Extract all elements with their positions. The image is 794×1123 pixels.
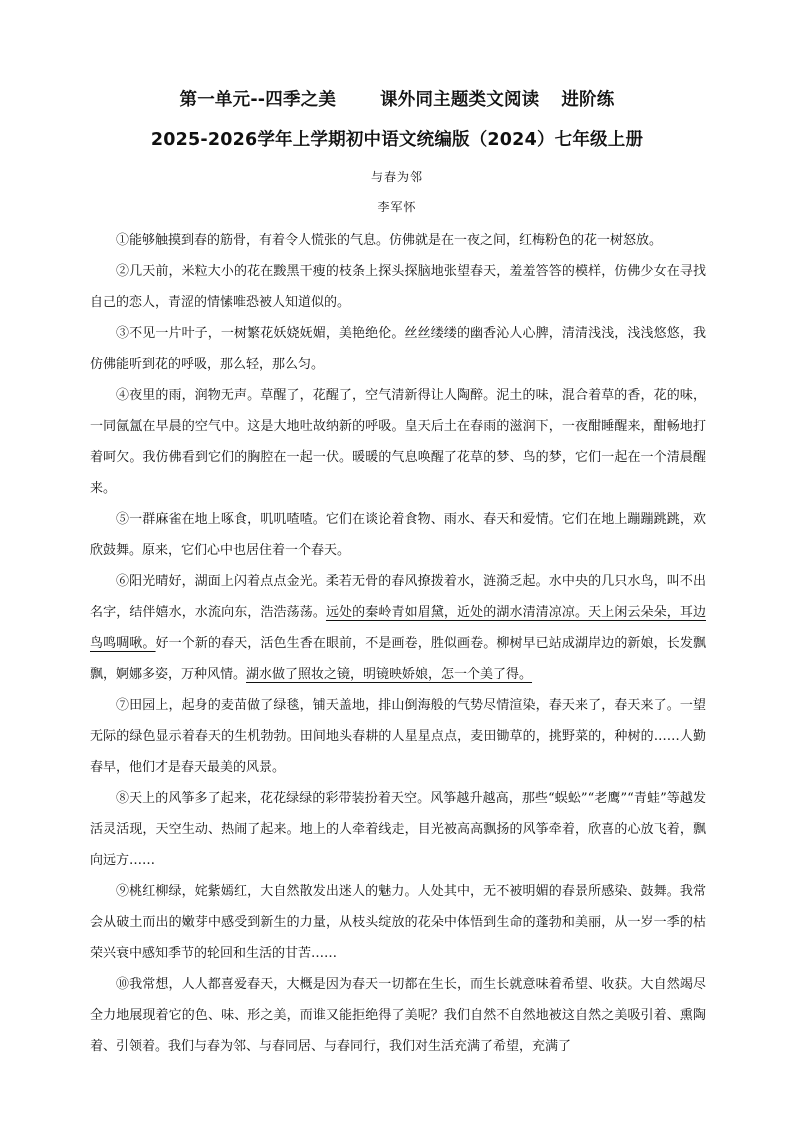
paragraph-8: ⑧天上的风筝多了起来，花花绿绿的彩带装扮着天空。风筝越升越高，那些“蜈蚣”“老鹰”“青蛙”等越发活灵活现，天空生动、热闹了起来。地上的人牵着线走，目光被高高飘扬的风筝牵着，欣喜的心放飞着，飘向远方…… — [90, 791, 706, 868]
paragraph-5: ⑤一群麻雀在地上啄食，叽叽喳喳。它们在谈论着食物、雨水、春天和爱情。它们在地上蹦蹦跳跳，欢欣鼓舞。原来，它们心中也居住着一个春天。 — [90, 512, 706, 558]
paragraph-10: ⑩我常想，人人都喜爱春天，大概是因为春天一切都在生长，而生长就意味着希望、收获。大自然竭尽全力地展现着它的色、味、形之美，而谁又能拒绝得了美呢？我们自然不自然地被这自然之美吸引着、熏陶着、引领着。我们与春为邻、与春同居、与春同行，我们对生活充满了希望，充满了 — [90, 977, 706, 1054]
paragraph-6-text-b: 好一个新的春天，活色生香在眼前，不是画卷，胜似画卷。柳树早已站成湖岸边的新娘，长发飘飘，婀娜多姿，万种风情。 — [90, 636, 706, 682]
document-title — [0, 86, 794, 111]
paragraph-3: ③不见一片叶子，一树繁花妖娆妩媚，美艳绝伦。丝丝缕缕的幽香沁人心脾，清清浅浅，浅浅悠悠，我仿佛能听到花的呼吸，那么轻，那么匀。 — [90, 326, 706, 372]
article-author: 李军怀 — [377, 200, 417, 214]
paragraph-2: ②几天前，米粒大小的花在黢黑干瘦的枝条上探头探脑地张望春天，羞羞答答的模样，仿佛少女在寻找自己的恋人，青涩的情愫唯恐被人知道似的。 — [90, 264, 706, 310]
title-topic: 课外同主题类文阅读 — [380, 90, 540, 110]
article-title: 与春为邻 — [370, 170, 423, 184]
paragraph-1: ①能够触摸到春的筋骨，有着令人慌张的气息。仿佛就是在一夜之间，红梅粉色的花一树怒放。 — [116, 233, 663, 248]
document-subtitle: 2025-2026学年上学期初中语文统编版（2024）七年级上册 — [150, 130, 644, 150]
title-unit: 第一单元--四季之美 — [179, 90, 337, 110]
title-level: 进阶练 — [561, 90, 615, 110]
underlined-sentence-1: 远处的秦岭青如眉黛，近处的湖水清清凉凉。天上闲云朵朵，耳边鸟鸣啁啾。 — [90, 605, 706, 651]
paragraph-4: ④夜里的雨，润物无声。草醒了，花醒了，空气清新得让人陶醉。泥土的味，混合着草的香，花的味，一同氤氲在早晨的空气中。这是大地吐故纳新的呼吸。皇天后土在春雨的滋润下，一夜酣睡醒来，酣畅地打着呵欠。我仿佛看到它们的胸腔在一起一伏。暖暖的气息唤醒了花草的梦、鸟的梦，它们一起在一个清晨醒来。 — [90, 388, 706, 496]
article-body — [90, 225, 706, 1062]
paragraph-9: ⑨桃红柳绿，姹紫嫣红，大自然散发出迷人的魅力。人处其中，无不被明媚的春景所感染、鼓舞。我常会从破土而出的嫩芽中感受到新生的力量，从枝头绽放的花朵中体悟到生命的蓬勃和美丽，从一岁一季的枯荣兴衰中感知季节的轮回和生活的甘苦…… — [90, 884, 706, 961]
paragraph-6-text-a: ⑥阳光晴好，湖面上闪着点点金光。柔若无骨的春风撩拨着水，涟漪乏起。水中央的几只水鸟，叫不出名字，结伴嬉水，水流向东，浩浩荡荡。 — [90, 574, 706, 620]
underlined-sentence-2: 湖水做了照妆之镜，明镜映娇娘，怎一个美了得。 — [246, 667, 533, 682]
paragraph-6 — [90, 566, 706, 690]
paragraph-7: ⑦田园上，起身的麦苗做了绿毯，铺天盖地，排山倒海般的气势尽情渲染，春天来了，春天来了。一望无际的绿色显示着春天的生机勃勃。田间地头春耕的人星星点点，麦田锄草的，挑野菜的，种树的……人勤春早，他们才是春天最美的风景。 — [90, 698, 706, 775]
